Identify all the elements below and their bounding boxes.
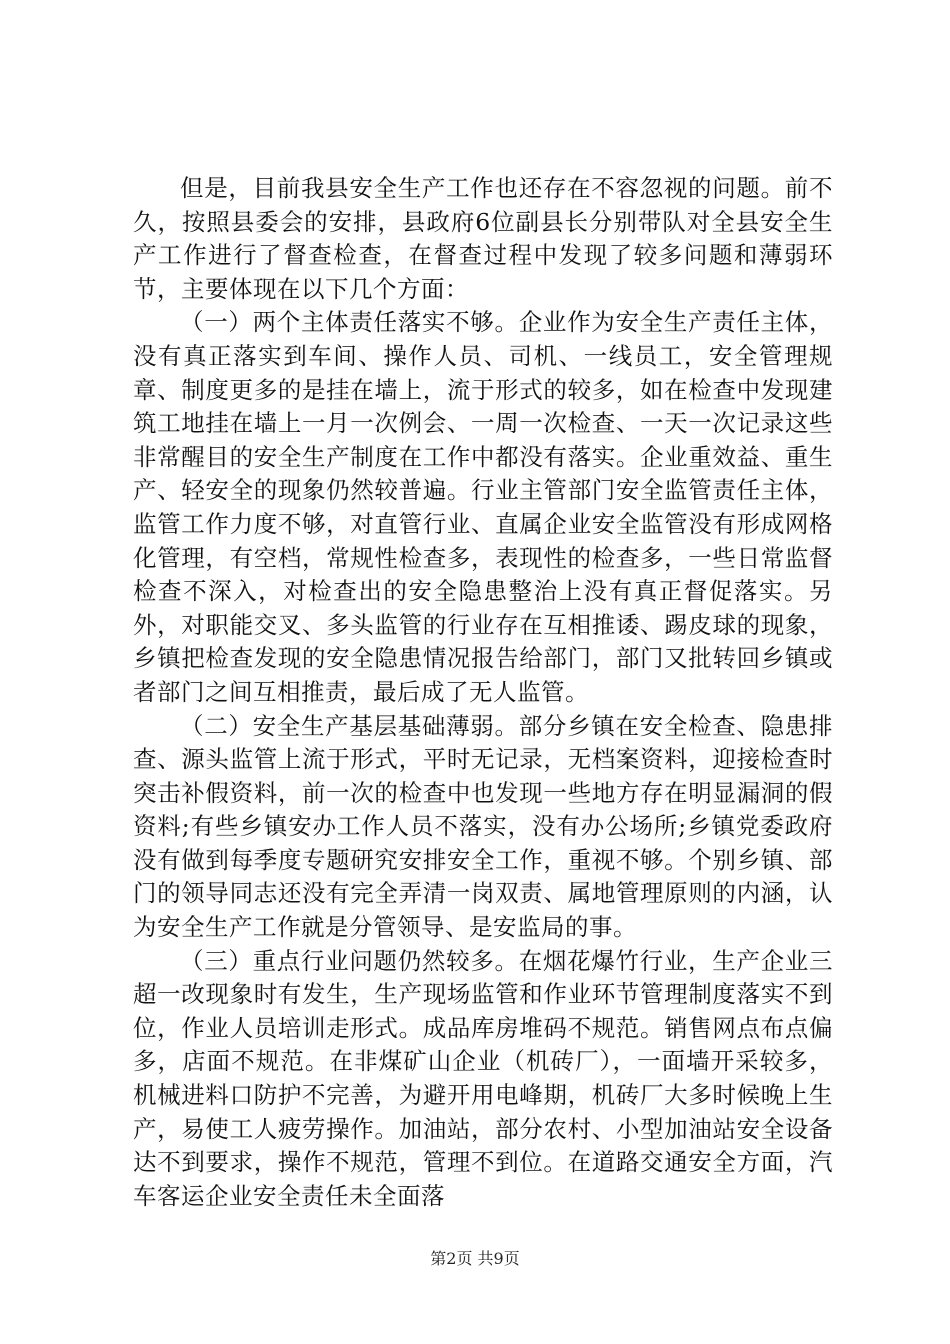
paragraph-section-3: （三）重点行业问题仍然较多。在烟花爆竹行业，生产企业三超一改现象时有发生，生产现场监管和作业环节管理制度落实不到位，作业人员培训走形式。成品库房堆码不规范。销售网点布点偏多，店面不规范。在非煤矿山企业（机砖厂），一面墙开采较多，机械进料口防护不完善，为避开用电峰期，机砖厂大多时候晚上生产，易使工人疲劳操作。加油站，部分农村、小型加油站安全设备达不到要求，操作不规范，管理不到位。在道路交通安全方面，汽车客运企业安全责任未全面落 bbox=[133, 946, 833, 1210]
paragraph-section-2: （二）安全生产基层基础薄弱。部分乡镇在安全检查、隐患排查、源头监管上流于形式，平时无记录，无档案资料，迎接检查时突击补假资料，前一次的检查中也发现一些地方存在明显漏洞的假资料;有些乡镇安办工作人员不落实，没有办公场所;乡镇党委政府没有做到每季度专题研究安排安全工作，重视不够。个别乡镇、部门的领导同志还没有完全弄清一岗双责、属地管理原则的内涵，认为安全生产工作就是分管领导、是安监局的事。 bbox=[133, 711, 833, 942]
paragraph-section-1: （一）两个主体责任落实不够。企业作为安全生产责任主体，没有真正落实到车间、操作人员、司机、一线员工，安全管理规章、制度更多的是挂在墙上，流于形式的较多，如在检查中发现建筑工地挂在墙上一月一次例会、一周一次检查、一天一次记录这些非常醒目的安全生产制度在工作中都没有落实。企业重效益、重生产、轻安全的现象仍然较普遍。行业主管部门安全监管责任主体，监管工作力度不够，对直管行业、直属企业安全监管没有形成网格化管理，有空档，常规性检查多，表现性的检查多，一些日常监督检查不深入，对检查出的安全隐患整治上没有真正督促落实。另外，对职能交叉、多头监管的行业存在互相推诿、踢皮球的现象，乡镇把检查发现的安全隐患情况报告给部门，部门又批转回乡镇或者部门之间互相推责，最后成了无人监管。 bbox=[133, 308, 833, 706]
paragraph-intro: 但是，目前我县安全生产工作也还存在不容忽视的问题。前不久，按照县委会的安排，县政府6位副县长分别带队对全县安全生产工作进行了督查检查，在督查过程中发现了较多问题和薄弱环节，主要体现在以下几个方面： bbox=[133, 174, 833, 303]
page-number-footer: 第2页 共9页 bbox=[430, 1249, 520, 1268]
document-body bbox=[133, 172, 833, 1213]
